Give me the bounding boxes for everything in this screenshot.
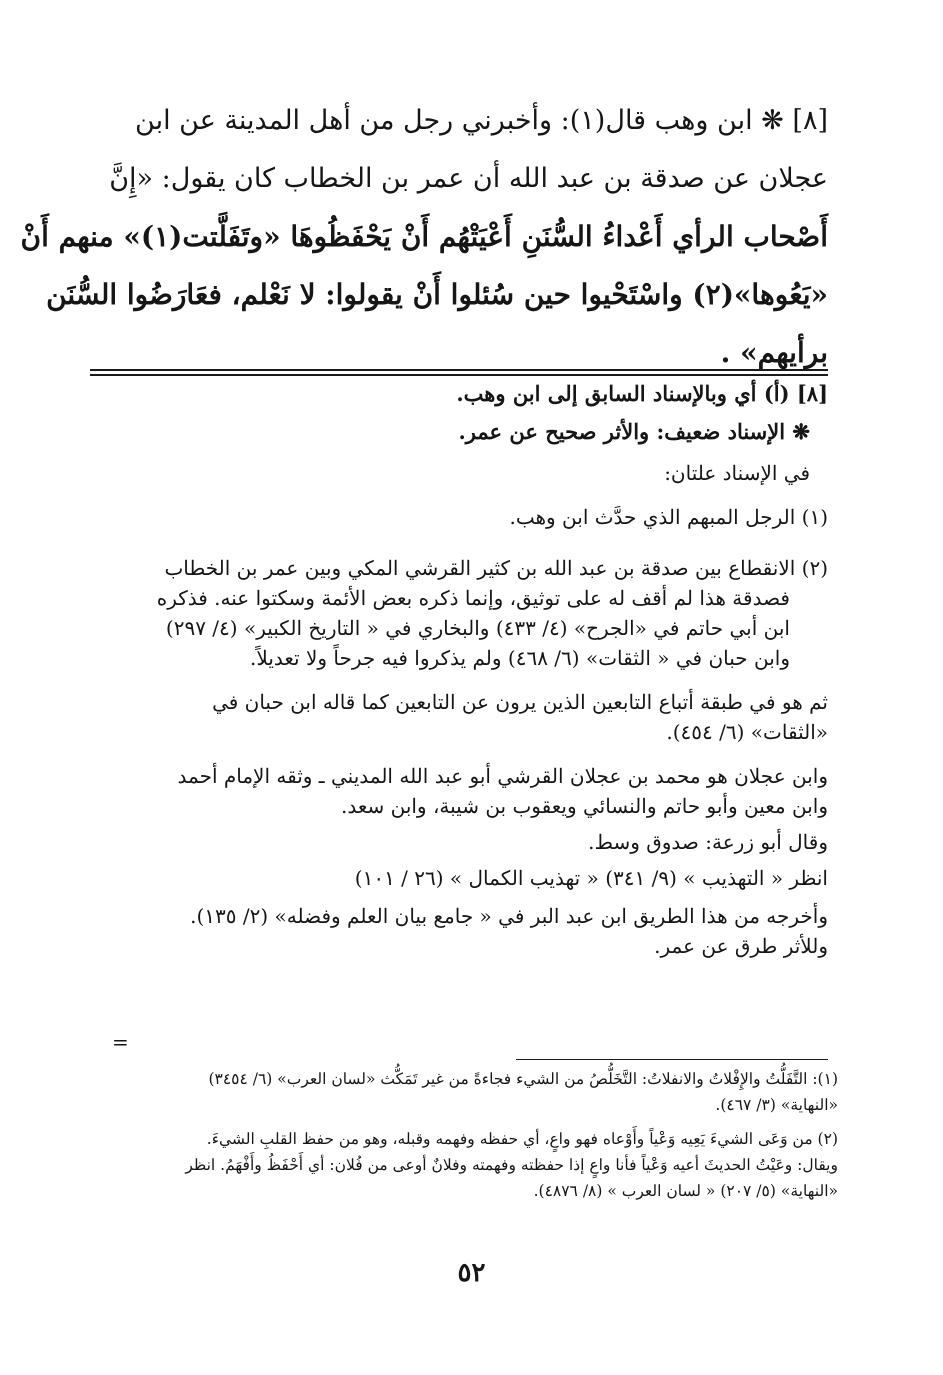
commentary-heading: [٨] (أ) أي وبالإسناد السابق إلى ابن وهب. xyxy=(456,381,828,406)
footnote-line: (١): التَّفَلُّتُ والإِفْلاتُ والانفلاتُ: التَّخَلُّصُ من الشيء فجاءةً من غير تَمَكُّث «لسان العرب» (٦/ ٣٤٥٤) xyxy=(208,1070,838,1088)
footnote-line: «النهاية» (٣/ ٤٦٧). xyxy=(715,1096,838,1114)
main-text-line: [٨] ❋ ابن وهب قال(١): وأخبرني رجل من أهل المدينة عن ابن xyxy=(135,105,828,136)
footnote-separator xyxy=(516,1059,828,1060)
footnote-line: (٢) من وَعَى الشيءَ يَعِيه وَعْياً وأَوْعاه فهو واعٍ، أي حفظه وفهمه وقبله، وهو من حفظ القلبِ الشيءَ. xyxy=(206,1130,838,1148)
continuation-mark: = xyxy=(112,1030,129,1054)
main-text-line: أَصْحاب الرأي أَعْداءُ السُّنَنِ أَعْيَتْهُم أَنْ يَحْفَظُوهَا «وتَفَلَّتت(١)» منهم أَنْ xyxy=(20,220,828,253)
page-number: ٥٢ xyxy=(457,1258,486,1288)
commentary-heading: ❋ الإسناد ضعيف: والأثر صحيح عن عمر. xyxy=(458,419,810,444)
main-text-line: برأيهم» . xyxy=(720,336,828,369)
main-text-block xyxy=(20,92,828,382)
commentary-paragraph: وقال أبو زرعة: صدوق وسط. xyxy=(588,830,828,854)
commentary-item-cont: ابن أبي حاتم في «الجرح» (٤/ ٤٣٣) والبخاري في « التاريخ الكبير» (٤/ ٢٩٧) xyxy=(165,616,790,640)
main-text-line: «يَعُوها»(٢) واسْتَحْيوا حين سُئلوا أَنْ يقولوا: لا نَعْلم، فعَارَضُوا السُّنَن xyxy=(46,278,828,311)
commentary-item: (١) الرجل المبهم الذي حدَّث ابن وهب. xyxy=(509,505,828,529)
commentary-item-cont: فصدقة هذا لم أقف له على توثيق، وإنما ذكره بعض الأئمة وسكتوا عنه. فذكره xyxy=(156,586,790,610)
commentary-paragraph: وابن معين وأبو حاتم والنسائي ويعقوب بن شيبة، وابن سعد. xyxy=(340,794,828,818)
commentary-references: انظر « التهذيب » (٩/ ٣٤١) « تهذيب الكمال » (٢٦ / ١٠١) xyxy=(354,866,828,890)
commentary-block xyxy=(90,375,828,961)
footnotes-block xyxy=(96,1066,838,1204)
commentary-paragraph: وابن عجلان هو محمد بن عجلان القرشي أبو عبد الله المديني ـ وثقه الإمام أحمد xyxy=(177,764,828,788)
footnote-line: «النهاية» (٥/ ٢٠٧) « لسان العرب » (٨/ ٤٨٧٦). xyxy=(533,1182,838,1200)
commentary-paragraph: ثم هو في طبقة أتباع التابعين الذين يرون عن التابعين كما قاله ابن حبان في xyxy=(212,690,828,714)
commentary-item: (٢) الانقطاع بين صدقة بن عبد الله بن كثير القرشي المكي وبين عمر بن الخطاب xyxy=(164,556,828,580)
commentary-paragraph: «الثقات» (٦/ ٤٥٤). xyxy=(666,720,828,744)
separator-rule xyxy=(90,369,828,371)
footnote-line: ويقال: وعَيْتُ الحديثَ أعيه وَعْياً فأنا واعٍ إذا حفظته وفهمته وفلانٌ أوعى من فُلان: أي أَحْفَظُ وأَفْهَمُ. انظر xyxy=(185,1156,838,1174)
commentary-intro: في الإسناد علتان: xyxy=(664,461,810,485)
main-text-line: عجلان عن صدقة بن عبد الله أن عمر بن الخطاب كان يقول: «إِنَّ xyxy=(109,163,828,194)
commentary-paragraph: وللأثر طرق عن عمر. xyxy=(654,934,828,958)
commentary-takhrij: وأخرجه من هذا الطريق ابن عبد البر في « جامع بيان العلم وفضله» (٢/ ١٣٥). xyxy=(190,904,828,928)
commentary-item-cont: وابن حبان في « الثقات» (٦/ ٤٦٨) ولم يذكروا فيه جرحاً ولا تعديلاً. xyxy=(250,646,790,670)
